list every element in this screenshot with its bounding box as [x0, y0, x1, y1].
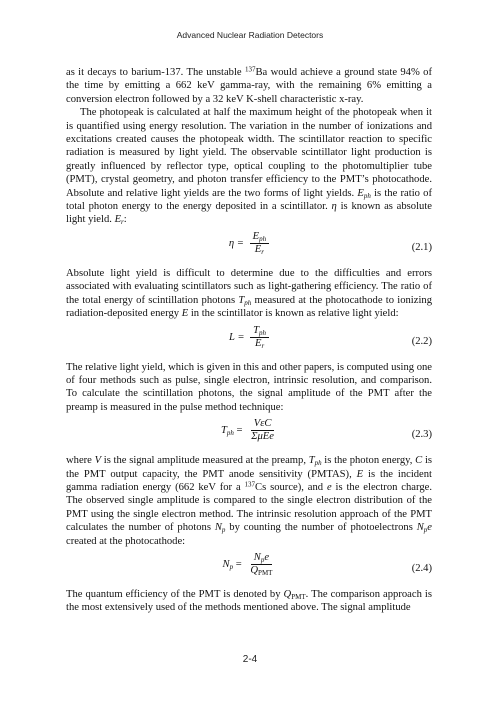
text: is the ratio of total photon energy to the energy deposited in a scintillator. — [66, 187, 432, 213]
equation-lhs: N — [222, 558, 230, 570]
variable: η — [331, 201, 337, 213]
variable: E — [181, 308, 189, 320]
variable: E — [114, 214, 122, 226]
variable: T — [238, 294, 245, 306]
text: is the photon energy, — [321, 455, 416, 467]
equation-number: (2.2) — [411, 335, 432, 347]
equation-2-2 — [66, 325, 432, 357]
equation-lhs: L = — [228, 331, 245, 343]
running-header: Advanced Nuclear Radiation Detectors — [176, 30, 324, 40]
text: Ba would achieve a ground state 94% of the time by emitting a 662 keV gamma-ray, with the remaining 6% emitting a conversion electron followed by a 32 keV K-shell characteristic x-ray. — [66, 67, 432, 105]
equation-number: (2.3) — [411, 429, 432, 441]
text: created at the photocathode: — [66, 535, 186, 547]
variable: e — [326, 481, 332, 493]
equation-2-3 — [66, 418, 432, 450]
fraction — [247, 552, 275, 577]
fraction — [250, 325, 269, 350]
subscript: p — [260, 555, 265, 564]
text: The photopeak is calculated at half the maximum height of the photopeak when it is quantified using energy resolution. The variation in the number of ionizations and excitations created causes the photopeak width. The scintillator reaction to specific radiation is measured by light yield. The observable scintillator light production is greatly influenced by reflector type, optical coupling to the photomultiplier tube (PMT), crystal geometry, and photon transfer efficiency to the PMT’s photocathode. Absolute and relative light yields are the two forms of light yields. — [66, 107, 432, 199]
subscript: r — [261, 247, 264, 256]
subscript: ph — [259, 234, 267, 243]
equals-sign: = — [233, 558, 242, 570]
text: is the incident gamma radiation energy (662 keV for a — [66, 468, 432, 493]
variable: e — [427, 522, 432, 534]
text: is known as absolute light yield. — [66, 201, 432, 226]
subscript: r — [121, 218, 124, 227]
subscript: p — [423, 526, 428, 535]
page-number: 2-4 — [242, 654, 258, 665]
text: is the electron charge. The observed single amplitude is compared to the single electron distribution of the PMT using the single electron method. The intrinsic resolution approach of the PMT calculates the number of photons — [66, 481, 432, 534]
text: by counting the number of photoelectrons — [225, 522, 417, 534]
equation-number: (2.1) — [411, 241, 432, 253]
text: Absolute light yield is difficult to determine due to the difficulties and errors associated with evaluating scintillators such as light-gathering efficiency. The ratio of the total energy of scintillation photons — [66, 267, 432, 306]
equation-2-4 — [66, 552, 432, 584]
text: as it decays to barium-137. The unstable — [66, 67, 245, 78]
subscript: PMT — [291, 592, 306, 601]
variable: N — [214, 522, 222, 534]
denominator: E — [254, 337, 262, 349]
variable: E — [356, 468, 364, 480]
superscript: 137 — [244, 480, 256, 489]
equation-number: (2.4) — [411, 562, 432, 574]
superscript: 137 — [244, 65, 256, 74]
equals-sign: = — [233, 424, 243, 436]
subscript: ph — [226, 428, 234, 437]
text: The quantum efficiency of the PMT is denoted by — [66, 588, 284, 600]
subscript: r — [261, 341, 265, 350]
numerator: N — [253, 551, 261, 563]
variable: N — [416, 522, 424, 534]
variable: Q — [283, 588, 292, 600]
variable: T — [308, 455, 315, 467]
text: Cs source), and — [255, 481, 327, 493]
variable: E — [357, 187, 364, 199]
denominator: Q — [250, 564, 259, 576]
paragraph-6 — [66, 588, 432, 615]
equation-lhs: T — [221, 424, 227, 436]
variable: C — [415, 455, 423, 467]
body-text — [66, 66, 432, 615]
fraction — [250, 231, 269, 256]
text: is the signal amplitude measured at the preamp, — [101, 455, 309, 467]
paragraph-3 — [66, 267, 432, 321]
numerator: VεC — [253, 418, 272, 430]
subscript: p — [221, 526, 226, 535]
variable: V — [94, 455, 102, 467]
subscript: ph — [244, 298, 252, 307]
subscript: p — [229, 562, 234, 571]
fraction — [248, 418, 277, 443]
subscript: ph — [314, 459, 322, 468]
equation-2-1 — [66, 231, 432, 263]
subscript: PMT — [258, 568, 273, 577]
denominator: E — [254, 243, 262, 255]
text: is the PMT output capacity, the PMT anode sensitivity (PMTAS), — [66, 455, 433, 480]
text: : — [123, 214, 127, 226]
subscript: ph — [363, 191, 371, 200]
paragraph-4 — [66, 361, 432, 415]
denominator: ΣμEe — [251, 431, 274, 443]
text: in the scintillator is known as relative light yield: — [188, 308, 399, 320]
equation-lhs: η = — [228, 237, 244, 249]
text: . The comparison approach is the most extensively used of the methods mentioned above. The signal amplitude — [66, 588, 432, 614]
text: where — [66, 455, 95, 467]
numerator-variable: e — [264, 551, 270, 563]
numerator: T — [253, 324, 260, 336]
paragraph-2 — [66, 106, 432, 227]
text: measured at the photocathode to ionizing radiation-deposited energy — [66, 294, 432, 320]
text: The relative light yield, which is given in this and other papers, is computed using one of four methods such as pulse, single electron, intrinsic resolution, and comparison. To calculate the scintillation photons, the signal amplitude of the PMT after the preamp is measured in the pulse method technique: — [66, 361, 432, 413]
paragraph-1 — [66, 66, 432, 106]
paragraph-5 — [66, 454, 432, 548]
numerator: E — [252, 230, 260, 242]
subscript: ph — [259, 328, 267, 337]
